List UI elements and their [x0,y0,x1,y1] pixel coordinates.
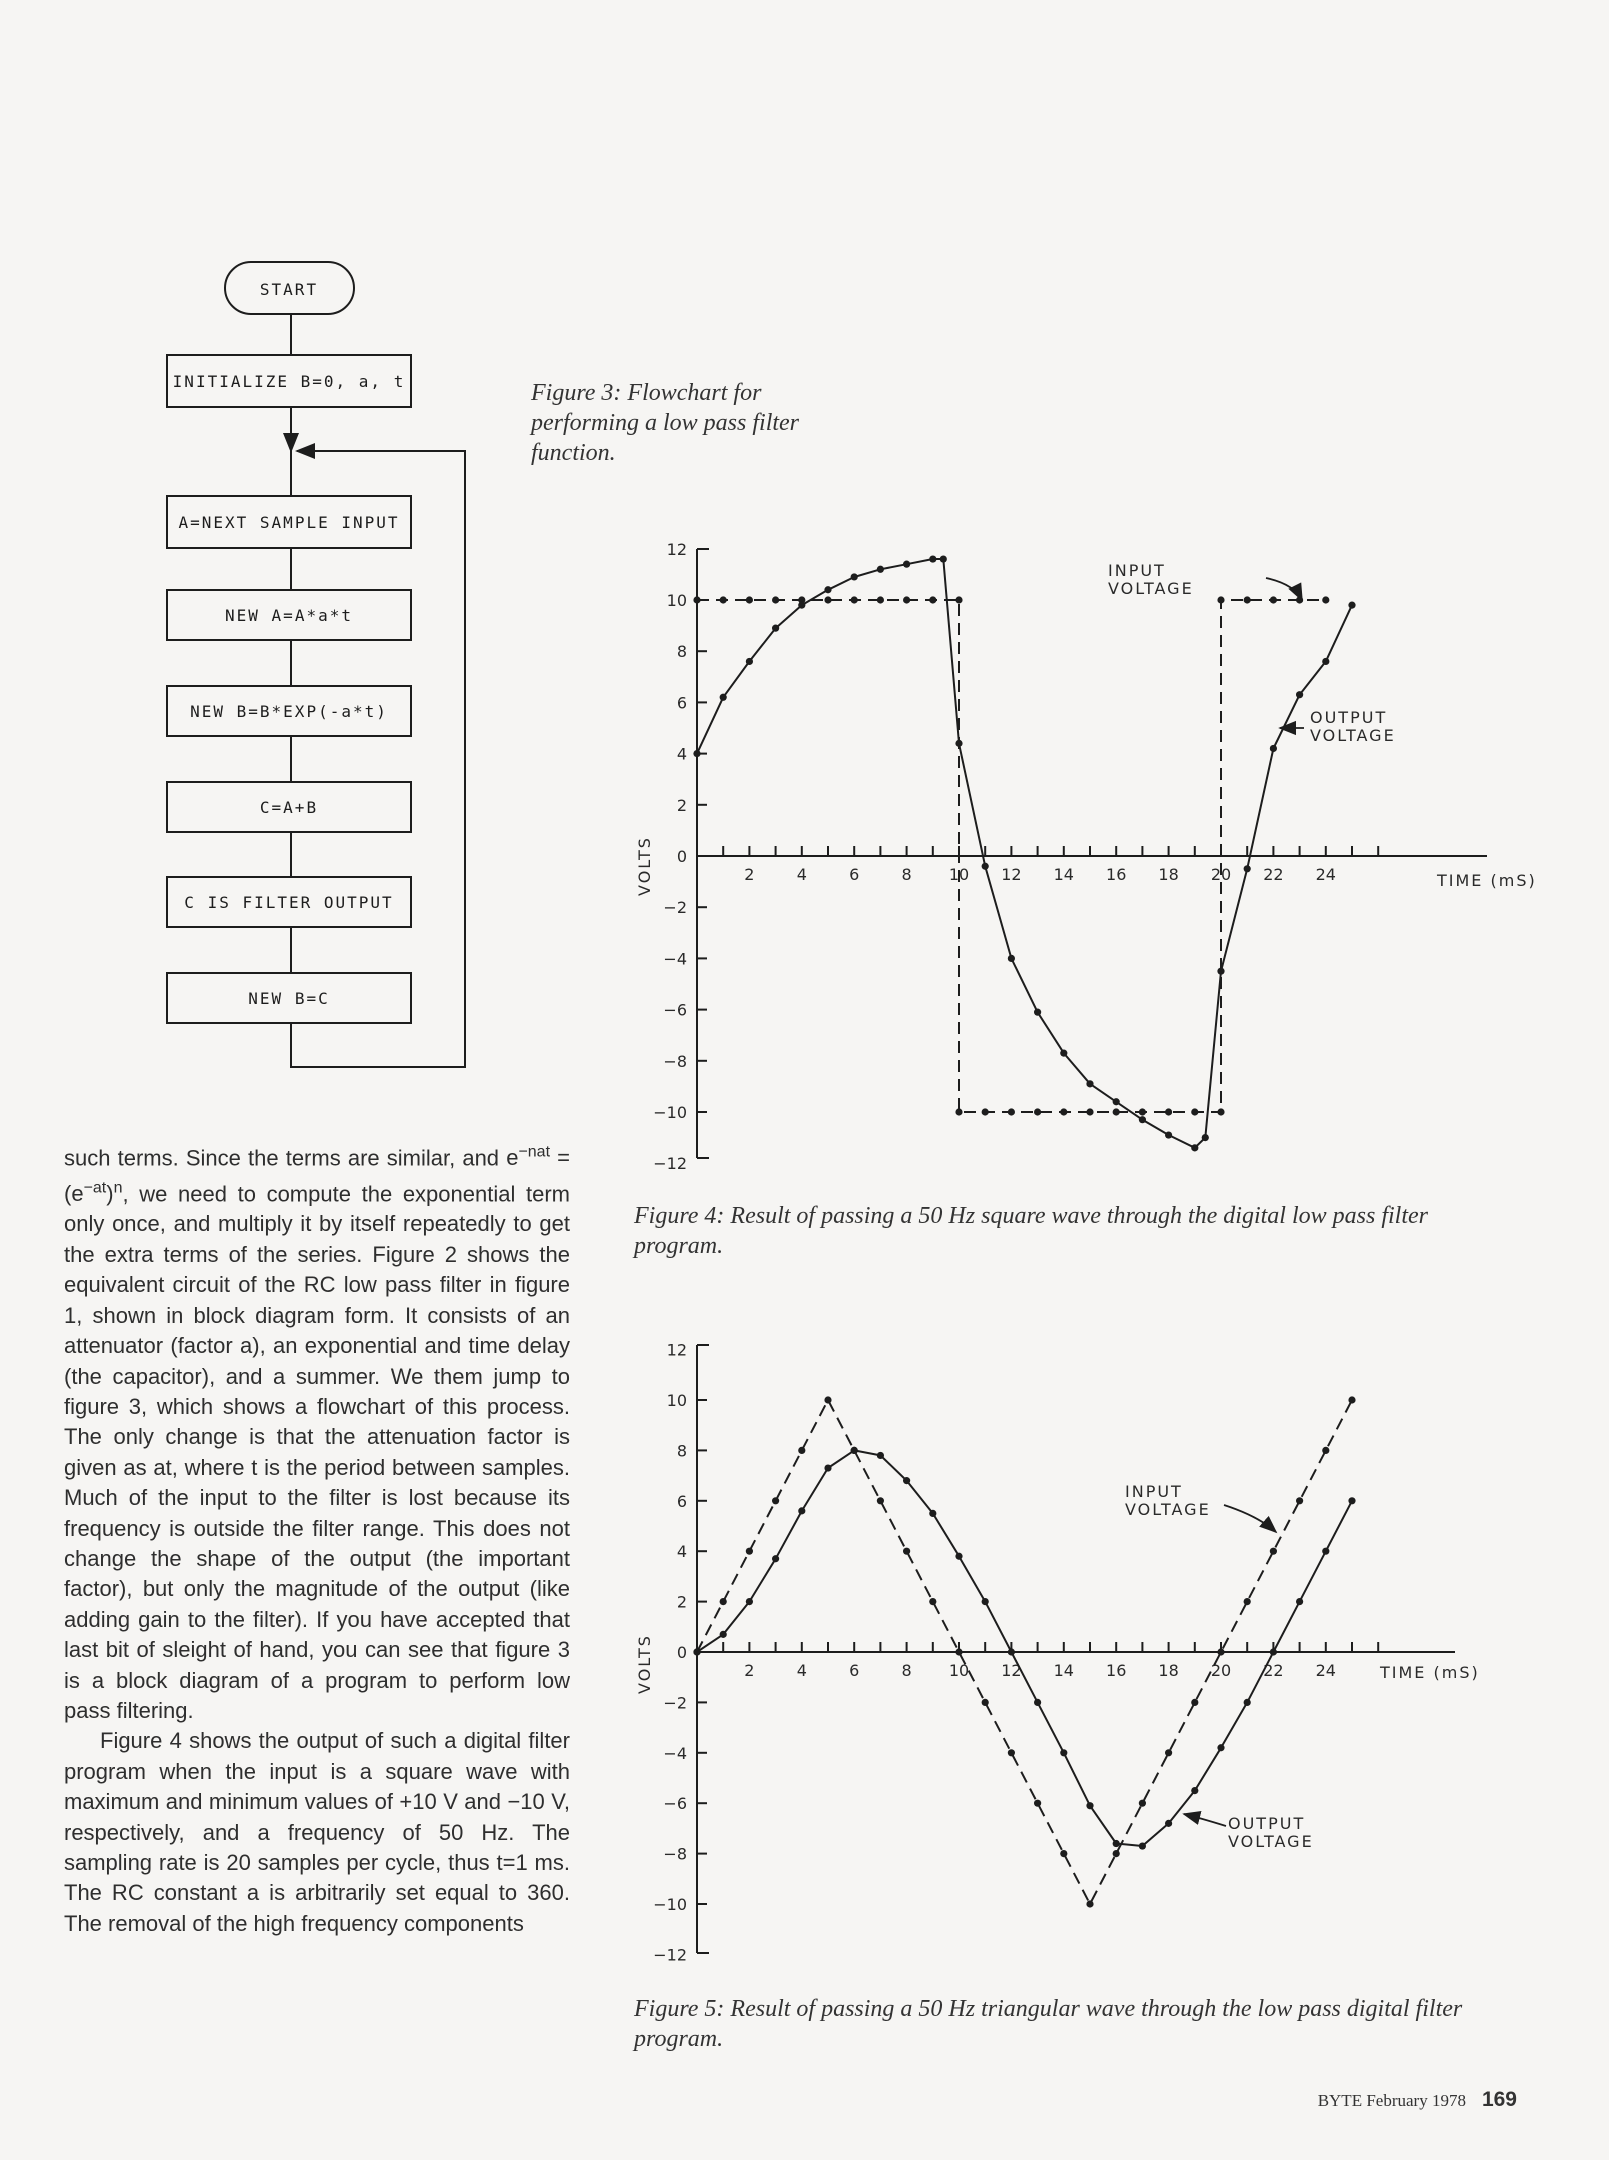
body-paragraph [64,1138,570,1726]
body-variable: t [251,1454,258,1480]
input-data-point [693,596,700,603]
formula-part: −nat [518,1144,551,1161]
flow-loop-back [291,451,465,1067]
y-tick-label: −4 [663,949,687,969]
x-tick-label: 16 [1106,865,1127,884]
output-data-point [824,1464,831,1471]
x-tick-label: 24 [1315,865,1336,884]
output-data-point [693,750,700,757]
x-tick-label: 22 [1263,1661,1284,1680]
flowchart-step-label: C=A+B [259,798,319,817]
y-tick-label: 12 [666,539,687,559]
y-tick-label: 10 [666,1391,687,1410]
annotation-arrow [1266,578,1302,600]
output-data-point [1113,1098,1120,1105]
output-data-point [1034,1009,1041,1016]
output-data-point [1165,1131,1172,1138]
output-data-point [1034,1699,1041,1706]
formula-part: = (e [64,1145,571,1207]
output-data-point [720,694,727,701]
figure-3-caption: Figure 3: Flowchart for performing a low pass filter function. [531,380,800,466]
flowchart-step-label: NEW B=B*EXP(-a*t) [190,702,388,721]
y-tick-label: 4 [676,1542,687,1562]
input-data-point [1270,1548,1277,1555]
output-data-point [929,1510,936,1517]
x-tick-label: 14 [1053,865,1074,884]
x-tick-label: 2 [744,865,755,884]
figure-5-caption: Figure 5: Result of passing a 50 Hz triangular wave through the low pass digital filter program. [634,1996,1463,2052]
input-data-point [1217,596,1224,603]
x-tick-label: 18 [1158,865,1179,884]
output-data-point [1191,1787,1198,1794]
x-tick-label: 24 [1315,1661,1336,1680]
x-tick-label: 20 [1210,865,1232,884]
output-data-point [903,1477,910,1484]
x-tick-label: 10 [948,865,970,884]
output-data-point [1060,1050,1067,1057]
footer-journal: BYTE February 1978 [1317,2091,1466,2110]
figure-5-chart [635,1341,1480,1965]
input-data-point [1296,1497,1303,1504]
output-data-point [1244,865,1251,872]
body-text-run: such terms. Since the terms are similar, and [64,1145,500,1171]
output-data-point [1139,1842,1146,1849]
input-data-point [982,1108,989,1115]
input-data-point [1270,596,1277,603]
input-data-point [1165,1108,1172,1115]
output-data-point [1165,1820,1172,1827]
flowchart-step-label: NEW A=A*a*t [225,606,353,625]
input-data-point [824,1396,831,1403]
output-data-point [1202,1134,1209,1141]
output-data-point [1217,968,1224,975]
input-data-point [1217,1108,1224,1115]
output-data-point [1270,1648,1277,1655]
x-tick-label: 12 [1001,1661,1022,1680]
formula-part: −at [83,1179,107,1197]
input-data-point [903,596,910,603]
input-data-point [1034,1108,1041,1115]
x-tick-label: 6 [849,1661,860,1680]
flowchart-step-label: A=NEXT SAMPLE INPUT [178,513,400,532]
output-data-point [1322,658,1329,665]
output-data-point [772,1555,779,1562]
output-data-point [1217,1744,1224,1751]
body-text-run: , we need to compute the exponential term only once, and multiply it by itself repeatedly to get the extra terms of the series. Figure 2 shows the equivalent circuit of the RC low pass filter in figure 1, shown in block diagram form. It consists of an attenuator (factor [64,1181,570,1359]
y-tick-label: 10 [666,591,687,610]
input-data-point [955,1108,962,1115]
y-tick-label: −4 [663,1743,687,1763]
input-data-point [746,596,753,603]
x-axis-label: TIME (mS) [1437,871,1537,890]
output-data-point [720,1631,727,1638]
output-data-point [772,625,779,632]
y-tick-label: −6 [663,1794,687,1814]
x-tick-label: 6 [849,865,860,884]
x-tick-label: 12 [1001,865,1022,884]
input-data-point [720,1598,727,1605]
page-number: 169 [1481,2088,1517,2111]
output-voltage-line [697,559,1352,1148]
output-data-point [798,1507,805,1514]
output-data-point [903,561,910,568]
output-voltage-line [697,1450,1352,1846]
output-data-point [1086,1802,1093,1809]
output-data-point [1244,1699,1251,1706]
input-data-point [982,1699,989,1706]
output-data-point [877,1452,884,1459]
formula-part: ) [106,1181,114,1207]
y-axis-label: VOLTS [635,836,654,896]
input-data-point [1113,1850,1120,1857]
input-data-point [1113,1108,1120,1115]
flowchart-start-label: START [259,280,319,299]
y-tick-label: 0 [676,847,687,866]
annotation-arrow [1224,1505,1276,1532]
y-tick-label: −12 [653,1945,687,1965]
output-data-point [1060,1749,1067,1756]
page-footer [1318,2088,1517,2112]
input-data-point [746,1548,753,1555]
output-data-point [1008,955,1015,962]
series-annotation: OUTPUT VOLTAGE [1228,1814,1314,1851]
x-axis-label: TIME (mS) [1380,1663,1480,1682]
figure-4-caption: Figure 4: Result of passing a 50 Hz square wave through the digital low pass filter program. [634,1203,1428,1259]
y-tick-label: −8 [663,1051,687,1071]
input-data-point [955,1648,962,1655]
input-data-point [1348,1396,1355,1403]
input-data-point [1191,1108,1198,1115]
y-tick-label: −2 [663,1693,687,1713]
y-tick-label: 6 [676,1491,687,1511]
input-data-point [1191,1699,1198,1706]
formula-part: e [506,1145,519,1171]
output-data-point [1348,1497,1355,1504]
output-data-point [851,1447,858,1454]
input-data-point [877,596,884,603]
input-data-point [1244,596,1251,603]
flowchart-step-label: INITIALIZE B=0, a, t [172,372,406,391]
y-tick-label: −8 [663,1844,687,1864]
output-data-point [851,573,858,580]
body-text-run: is the period between samples. Much of the input to the filter is lost because its frequency is outside the filter range. This does not change the shape of the output (the important factor), but only the magnitude of the output (like adding gain to the filter). If you have accepted that last bit of sleight of hand, you can see that figure 3 is a block diagram of a program to perform low pass filtering. [64,1454,570,1723]
input-data-point [1086,1900,1093,1907]
input-data-point [851,596,858,603]
input-data-point [929,596,936,603]
x-tick-label: 22 [1263,865,1284,884]
body-text-run: , where [171,1454,252,1480]
output-data-point [1322,1548,1329,1555]
x-tick-label: 14 [1053,1661,1074,1680]
y-tick-label: −6 [663,1000,687,1020]
output-data-point [746,1598,753,1605]
flowchart-labels [173,280,406,1008]
x-tick-label: 18 [1158,1661,1179,1680]
annotation-arrow [1184,1814,1226,1826]
y-tick-label: 2 [676,795,687,815]
input-data-point [772,596,779,603]
input-data-point [929,1598,936,1605]
x-tick-label: 4 [796,1661,807,1680]
input-data-point [824,596,831,603]
input-data-point [1244,1598,1251,1605]
input-data-point [1322,596,1329,603]
output-data-point [1191,1144,1198,1151]
output-data-point [746,658,753,665]
input-data-point [1217,1648,1224,1655]
flowchart-step-label: NEW B=C [248,989,330,1008]
y-tick-label: 0 [676,1643,687,1662]
y-tick-label: −10 [653,1103,687,1122]
body-text-run: ), an exponential and time delay (the capacitor), and a summer. We them jump to figure 3, which shows a flowchart of this process. The only change is that the attenuation factor is given as [64,1333,570,1480]
input-data-point [798,1447,805,1454]
input-data-point [955,596,962,603]
input-data-point [1322,1447,1329,1454]
series-annotation: INPUT VOLTAGE [1108,561,1194,598]
article-body [64,1138,570,1939]
body-variable: at [153,1454,172,1480]
output-data-point [1086,1080,1093,1087]
body-variable: a [240,1333,253,1359]
x-tick-label: 10 [948,1661,970,1680]
y-tick-label: 2 [676,1592,687,1612]
input-data-point [903,1548,910,1555]
formula-part: n [113,1179,123,1197]
output-data-point [1139,1116,1146,1123]
body-paragraph: Figure 4 shows the output of such a digital filter program when the input is a square wave with maximum and minimum values of +10 V and −10 V, respectively, and a frequency of 50 Hz. The sampling rate is 20 samples per cycle, thus t=1 ms. The RC constant a is arbitrarily set equal to 360. The removal of the high frequency components [64,1728,570,1936]
x-tick-label: 16 [1106,1661,1127,1680]
output-data-point [693,1648,700,1655]
y-tick-label: 6 [676,693,687,713]
output-data-point [1296,1598,1303,1605]
output-data-point [929,555,936,562]
input-data-point [1008,1108,1015,1115]
x-tick-label: 4 [796,865,807,884]
input-data-point [1008,1749,1015,1756]
input-data-point [1139,1108,1146,1115]
output-data-point [1296,691,1303,698]
input-data-point [1139,1800,1146,1807]
input-data-point [877,1497,884,1504]
input-data-point [720,596,727,603]
output-data-point [955,1553,962,1560]
figure-4-chart [635,540,1537,1173]
y-tick-label: 4 [676,744,687,764]
input-data-point [772,1497,779,1504]
input-data-point [1165,1749,1172,1756]
input-data-point [1060,1108,1067,1115]
flowchart-step-label: C IS FILTER OUTPUT [184,893,394,912]
output-data-point [1008,1648,1015,1655]
y-tick-label: −12 [653,1154,687,1174]
y-tick-label: 8 [676,1441,687,1461]
input-data-point [1034,1800,1041,1807]
x-tick-label: 2 [744,1661,755,1680]
output-data-point [824,586,831,593]
output-data-point [940,555,947,562]
y-tick-label: 12 [666,1340,687,1360]
input-data-point [1060,1850,1067,1857]
output-data-point [1270,745,1277,752]
output-data-point [955,740,962,747]
output-data-point [1113,1840,1120,1847]
y-tick-label: 8 [676,642,687,662]
input-data-point [1086,1108,1093,1115]
y-axis-label: VOLTS [635,1634,654,1694]
y-tick-label: −10 [653,1895,687,1914]
output-data-point [982,1598,989,1605]
output-data-point [1348,602,1355,609]
x-tick-label: 8 [901,865,912,884]
output-data-point [877,566,884,573]
series-annotation: INPUT VOLTAGE [1125,1482,1211,1519]
x-tick-label: 20 [1210,1661,1232,1680]
x-tick-label: 8 [901,1661,912,1680]
output-data-point [798,602,805,609]
output-data-point [982,863,989,870]
y-tick-label: −2 [663,898,687,918]
series-annotation: OUTPUT VOLTAGE [1310,708,1396,745]
